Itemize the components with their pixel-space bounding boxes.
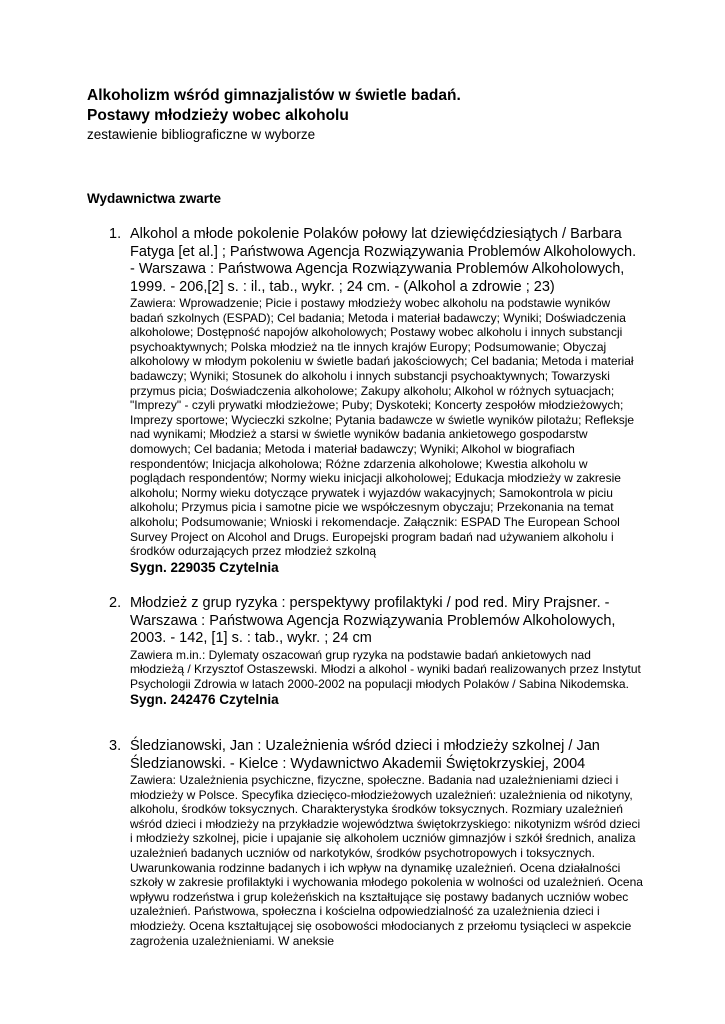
entry-title: Młodzież z grup ryzyka : perspektywy profilaktyki / pod red. Miry Prajsner. - Warszawa : Państwowa Agencja Rozwiązywania Problemów Alkoholowych, 2003. - 142, [1] s. : tab., wykr. ; 24 cm [130,595,616,646]
entry-contents: Zawiera: Uzależnienia psychiczne, fizyczne, społeczne. Badania nad uzależnieniami dzieci i młodzieży w Polsce. Specyfika dziecięco-młodzieżowych uzależnień: uzależnienia od nikotyny, alkoholu, środków toksycznych. Charakterystyka środków toksycznych. Rozmiary uzależnień wśród dzieci i młodzieży na przykładzie województwa świętokrzyskiego: nikotynizm wśród dzieci i młodzieży szkolnej, picie i upajanie się alkoholem uczniów gimnazjów i szkół średnich, analiza uzależnień badanych uczniów od narkotyków, środków psychotropowych i toksycznych. Uwarunkowania rodzinne badanych i ich wpływ na dynamikę uzależnień. Ocena działalności szkoły w zakresie profilaktyki i wychowania młodego pokolenia w wolności od uzależnień. Ocena wpływu rodzeństwa i grup koleżeńskich na kształtujące się postawy badanych uczniów wobec uzależnień. Państwowa, społeczna i kościelna odpowiedzialność za uzależnienia dzieci i młodzieży. Ocena kształtującej się osobowości młodocianych z przełomu tysiącleci w aspekcie zagrożenia uzależnieniami. W aneksie [130,773,643,948]
entry-title: Śledzianowski, Jan : Uzależnienia wśród dzieci i młodzieży szkolnej / Jan Śledzianowski. - Kielce : Wydawnictwo Akademii Świętokrzyskiej, 2004 [130,738,600,772]
entry-body [130,738,644,948]
entry-number: 3. [109,738,122,754]
entry-signature: Sygn. 242476 Czytelnia [130,692,279,708]
section-heading: Wydawnictwa zwarte [87,191,222,206]
entry-title: Alkohol a młode pokolenie Polaków połowy lat dziewięćdziesiątych / Barbara Fatyga [et al.] ; Państwowa Agencja Rozwiązywania Problemów Alkoholowych. - Warszawa : Państwowa Agencja Rozwiązywania Problemów Alkoholowych, 1999. - 206,[2] s. : il., tab., wykr. ; 24 cm. - (Alkohol a zdrowie ; 23) [130,226,637,295]
document-title-line-1: Alkoholizm wśród gimnazjalistów w świetle badań. [87,87,461,104]
document-title-line-2: Postawy młodzieży wobec alkoholu [87,107,349,124]
entry-contents: Zawiera: Wprowadzenie; Picie i postawy młodzieży wobec alkoholu na podstawie wyników badań szkolnych (ESPAD); Cel badania; Metoda i materiał badawczy; Wyniki; Doświadczenia alkoholowe; Dostępność napojów alkoholowych; Postawy wobec alkoholu i innych substancji psychoaktywnych; Polska młodzież na tle innych krajów Europy; Podsumowanie; Obyczaj alkoholowy w młodym pokoleniu w świetle badań jakościowych; Cel badania; Metoda i materiał badawczy; Wyniki; Stosunek do alkoholu i innych substancji psychoaktywnych; Towarzyski przymus picia; Doświadczenia alkoholowe; Zakupy alkoholu; Alkohol w różnych sytuacjach; "Imprezy" - czyli prywatki młodzieżowe; Puby; Dyskoteki; Koncerty zespołów młodzieżowych; Imprezy sportowe; Wycieczki szkolne; Pytania badawcze w świetle wyników pilotażu; Refleksje nad wynikami; Młodzież a starsi w świetle wyników badania ankietowego gospodarstw domowych; Cel badania; Metoda i materiał badawczy; Wyniki; Alkohol w biografiach respondentów; Inicjacja alkoholowa; Różne zdarzenia alkoholowe; Kwestia alkoholu w poglądach respondentów; Normy wieku inicjacji alkoholowej; Edukacja młodzieży w zakresie alkoholu; Normy wieku dotyczące prywatek i wyjazdów wakacyjnych; Samokontrola w piciu alkoholu; Przymus picia i samotne picie we współczesnym obyczaju; Przekonania na temat alkoholu; Podsumowanie; Wnioski i rekomendacje. Załącznik: ESPAD The European School Survey Project on Alcohol and Drugs. Europejski program badań nad używaniem alkoholu i środków odurzających przez młodzież szkolną [130,296,635,559]
bibliography-entry [109,595,644,709]
entry-contents: Zawiera m.in.: Dylematy oszacowań grup ryzyka na podstawie badań ankietowych nad młodzieżą / Krzysztof Ostaszewski. Młodzi a alkohol - wyniki badań realizowanych przez Instytut Psychologii Zdrowia w latach 2000-2002 na populacji młodych Polaków / Sabina Nikodemska. [130,647,641,691]
document-subtitle: zestawienie bibliograficzne w wyborze [87,127,316,142]
entry-body [130,226,644,577]
entry-number: 2. [109,595,122,611]
entry-signature: Sygn. 229035 Czytelnia [130,559,279,575]
entry-body [130,595,644,709]
bibliography-entry [109,738,644,948]
entry-number: 1. [109,226,122,242]
document-title-block [87,86,647,143]
bibliography-entry [109,226,644,577]
